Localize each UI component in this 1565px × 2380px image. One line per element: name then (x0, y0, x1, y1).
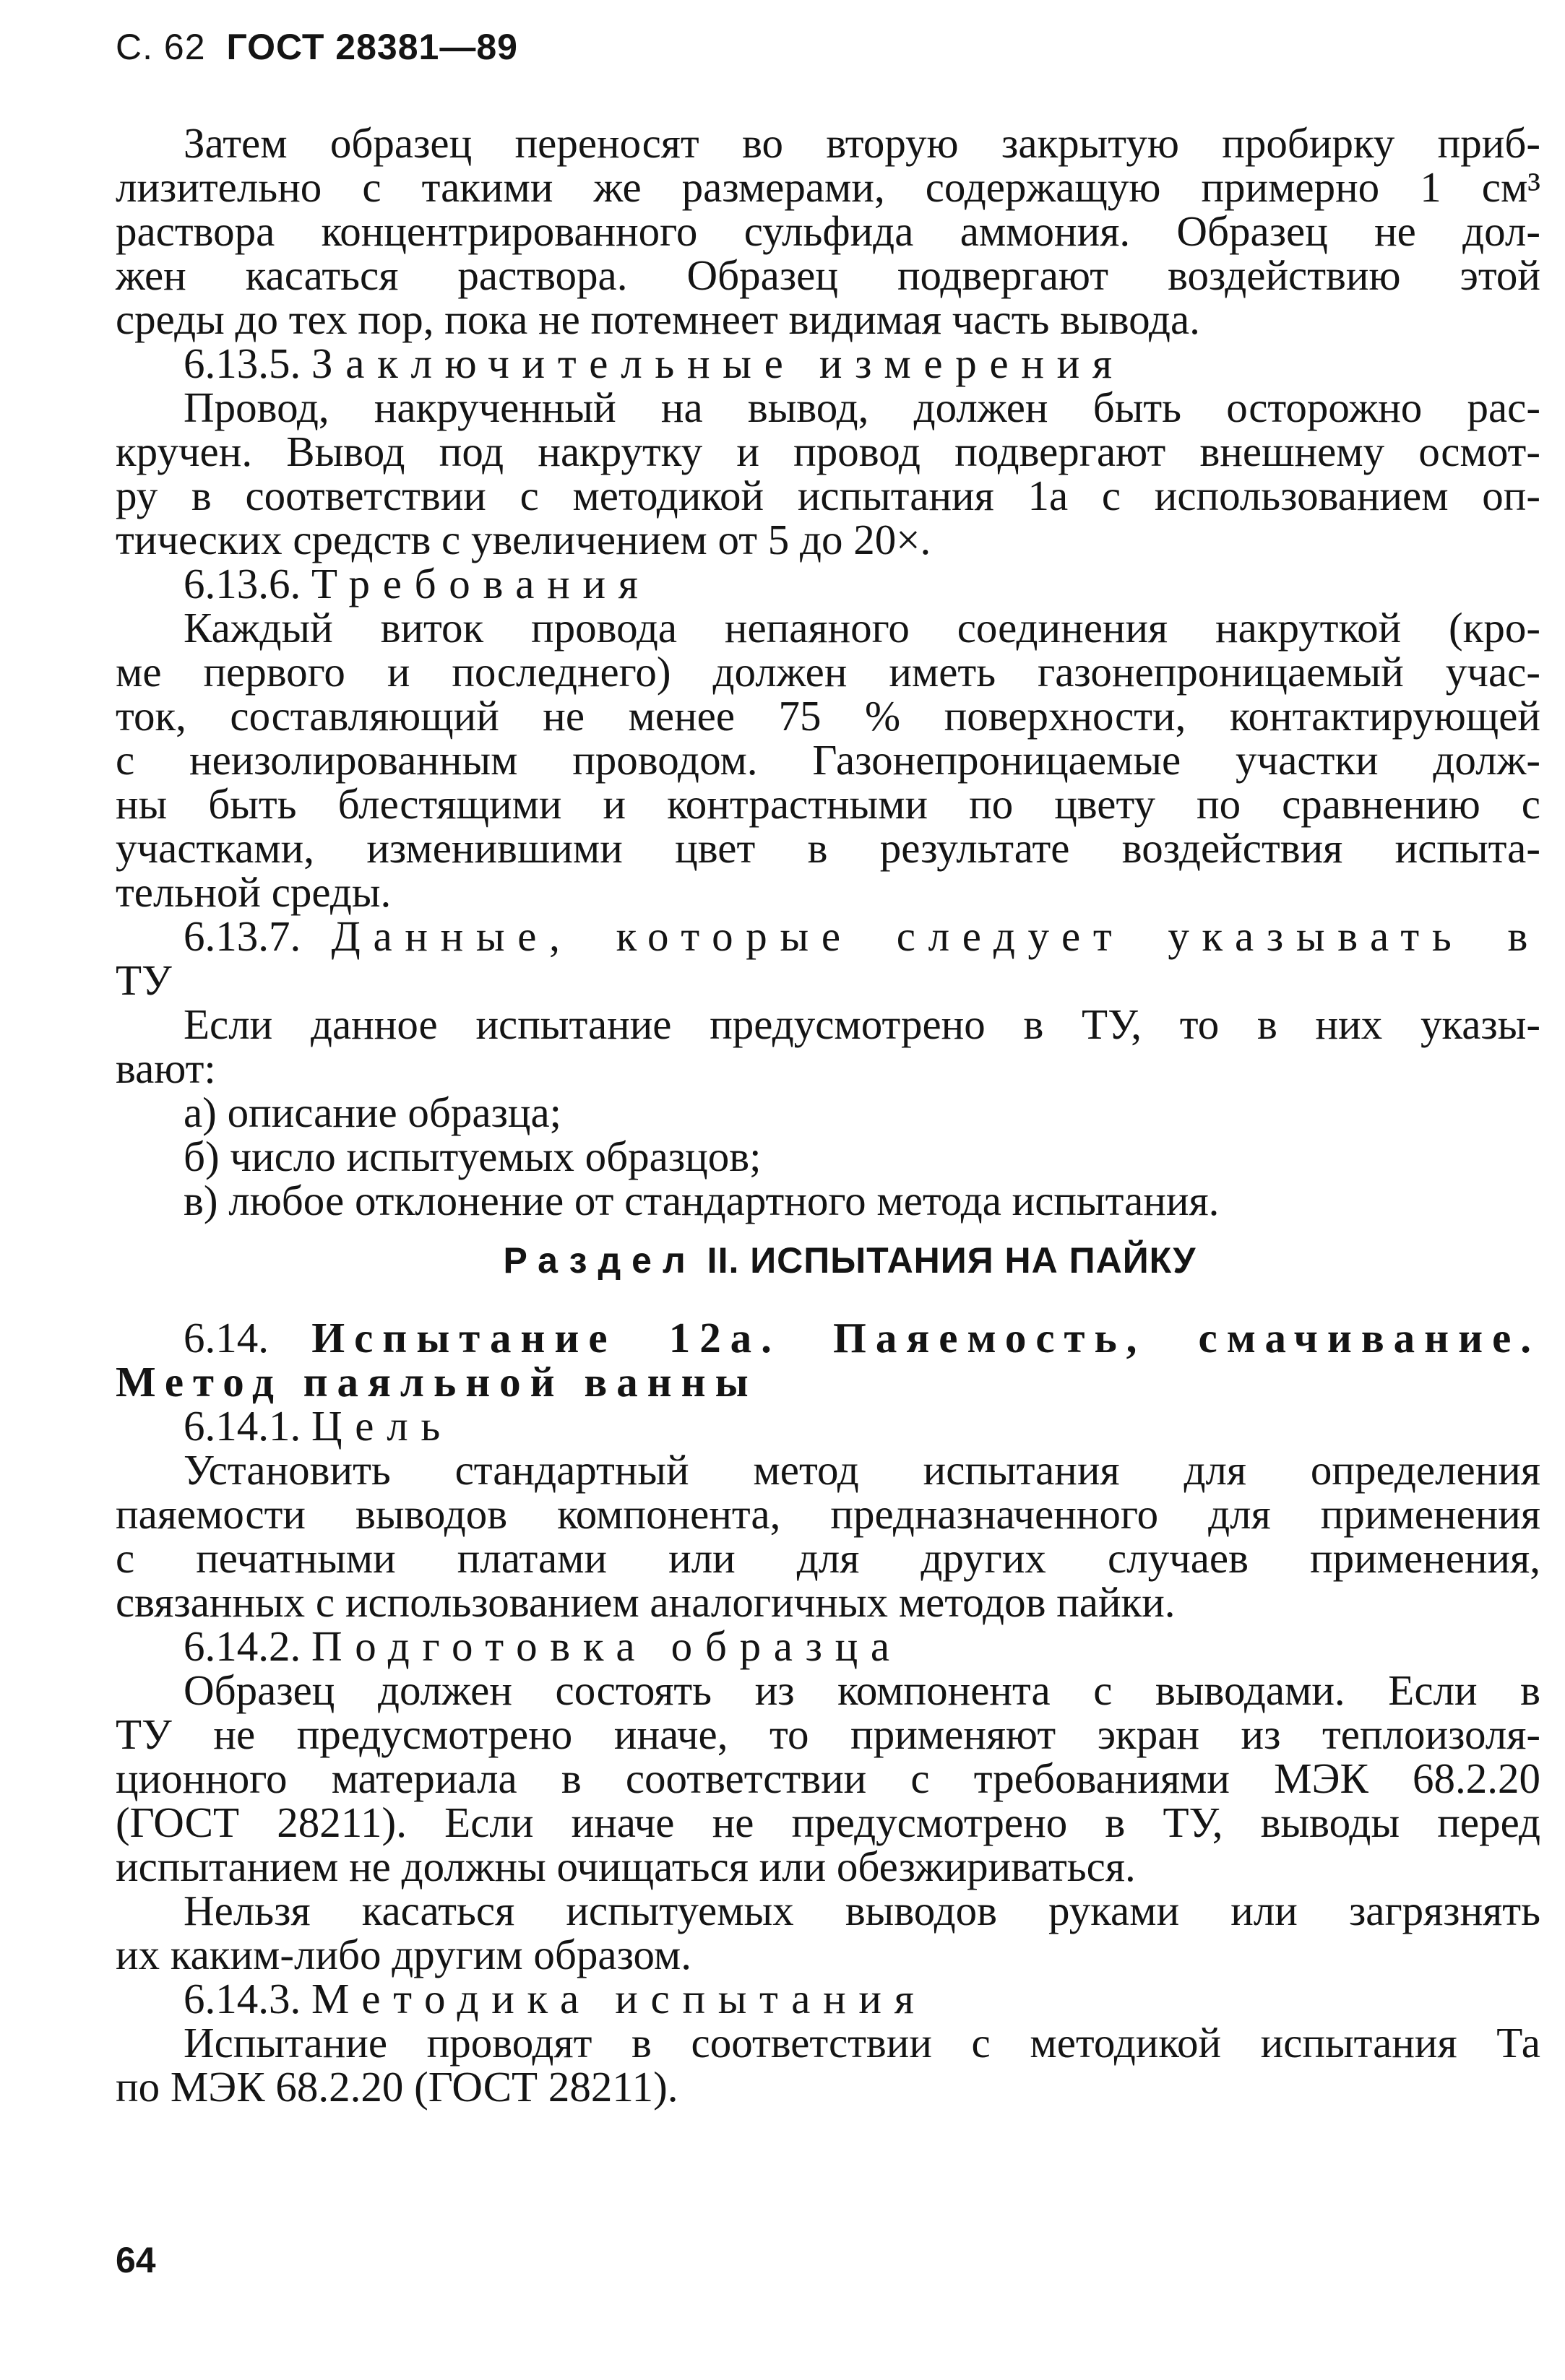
subsection-heading-6-14-2 (116, 1624, 1540, 1669)
heading-continuation: ТУ (116, 956, 172, 1004)
subsection-heading-6-14-1 (116, 1404, 1540, 1448)
paragraph-line: ны быть блестящими и контрастными по цвету по сравнению с (116, 780, 1540, 828)
paragraph-line: раствора концентрированного сульфида аммония. Образец не дол- (116, 207, 1540, 255)
page-number: 64 (116, 2240, 156, 2280)
subsection-heading-6-14-3 (116, 1977, 1540, 2021)
subsection-heading-6-13-5 (116, 339, 1540, 387)
paragraph-line: связанных с использованием аналогичных методов пайки. (116, 1578, 1176, 1626)
heading-title: Требования (311, 560, 651, 607)
paragraph-line: по МЭК 68.2.20 (ГОСТ 28211). (116, 2063, 678, 2111)
heading-number: 6.14.1. (184, 1402, 301, 1450)
list-item: б) число испытуемых образцов; (184, 1133, 762, 1180)
heading-title: Подготовка образца (311, 1622, 902, 1670)
subsection-heading-6-13-6 (116, 562, 1540, 606)
subsection-heading-6-14 (116, 1316, 1540, 1360)
paragraph-line: Образец должен состоять из компонента с выводами. Если в (184, 1666, 1540, 1714)
paragraph-line: их каким-либо другим образом. (116, 1931, 692, 1978)
heading-number: 6.13.5. (184, 339, 301, 387)
header-standard: ГОСТ 28381—89 (226, 27, 518, 67)
heading-title: Заключительные измерения (311, 339, 1125, 387)
heading-title: Данные, которые следует указывать в (331, 912, 1541, 960)
running-header (116, 26, 518, 68)
paragraph-line: Провод, накрученный на вывод, должен быть осторожно рас- (184, 384, 1540, 431)
paragraph-line: с печатными платами или для других случаев применения, (116, 1534, 1540, 1582)
section-heading: II. ИСПЫТАНИЯ НА ПАЙКУ (707, 1240, 1197, 1281)
paragraph-line: тельной среды. (116, 868, 392, 916)
paragraph-line: жен касаться раствора. Образец подвергают воздействию этой (116, 251, 1540, 299)
paragraph-line: тических средств с увеличением от 5 до 20×. (116, 516, 931, 563)
header-prefix: С. (116, 27, 153, 67)
heading-number: 6.14.3. (184, 1975, 301, 2022)
paragraph-line: Установить стандартный метод испытания для определения (184, 1446, 1540, 1494)
list-item: а) описание образца; (184, 1089, 562, 1136)
heading-number: 6.13.7. (184, 912, 301, 960)
paragraph-line: вают: (116, 1044, 216, 1092)
page-body (116, 121, 1540, 2109)
paragraph-line: лизительно с такими же размерами, содержащую примерно 1 см³ (116, 163, 1540, 211)
section-title (116, 1239, 1540, 1283)
paragraph-line: ционного материала в соответствии с требованиями МЭК 68.2.20 (116, 1754, 1540, 1802)
heading-number: 6.13.6. (184, 560, 301, 607)
paragraph-line: ТУ не предусмотрено иначе, то применяют экран из теплоизоля- (116, 1710, 1540, 1758)
paragraph-line: Если данное испытание предусмотрено в ТУ, то в них указы- (184, 1000, 1540, 1048)
section-label: Раздел (503, 1240, 697, 1281)
heading-number: 6.14. (184, 1314, 269, 1362)
paragraph-line: кручен. Вывод под накрутку и провод подвергают внешнему осмот- (116, 428, 1540, 475)
paragraph-line: Нельзя касаться испытуемых выводов руками или загрязнять (184, 1887, 1540, 1934)
heading-continuation: Метод паяльной ванны (116, 1358, 758, 1406)
paragraph-line: ток, составляющий не менее 75 % поверхности, контактирующей (116, 692, 1540, 740)
paragraph-line: Каждый виток провода непаяного соединения накруткой (кро- (184, 604, 1540, 652)
paragraph-line: с неизолированным проводом. Газонепроницаемые участки долж- (116, 736, 1540, 784)
paragraph-line: Испытание проводят в соответствии с методикой испытания Та (184, 2019, 1540, 2067)
header-page-number: 62 (163, 27, 206, 67)
paragraph-line: ме первого и последнего) должен иметь газонепроницаемый учас- (116, 648, 1540, 696)
paragraph-line: ру в соответствии с методикой испытания 1а с использованием оп- (116, 472, 1540, 519)
heading-title: Цель (311, 1402, 453, 1450)
paragraph-line: испытанием не должны очищаться или обезжириваться. (116, 1843, 1136, 1890)
paragraph-line: участками, изменившими цвет в результате воздействия испыта- (116, 824, 1540, 872)
paragraph-line: Затем образец переносят во вторую закрытую пробирку приб- (184, 119, 1540, 167)
paragraph-line: среды до тех пор, пока не потемнеет видимая часть вывода. (116, 295, 1200, 343)
heading-title: Методика испытания (311, 1975, 927, 2022)
paragraph-line: паяемости выводов компонента, предназначенного для применения (116, 1490, 1540, 1538)
heading-title: Испытание 12а. Паяемость, смачивание. (311, 1314, 1541, 1362)
list-item: в) любое отклонение от стандартного метода испытания. (184, 1177, 1220, 1224)
paragraph-line: (ГОСТ 28211). Если иначе не предусмотрено в ТУ, выводы перед (116, 1799, 1540, 1846)
subsection-heading-6-13-7 (116, 914, 1540, 959)
heading-number: 6.14.2. (184, 1622, 301, 1670)
